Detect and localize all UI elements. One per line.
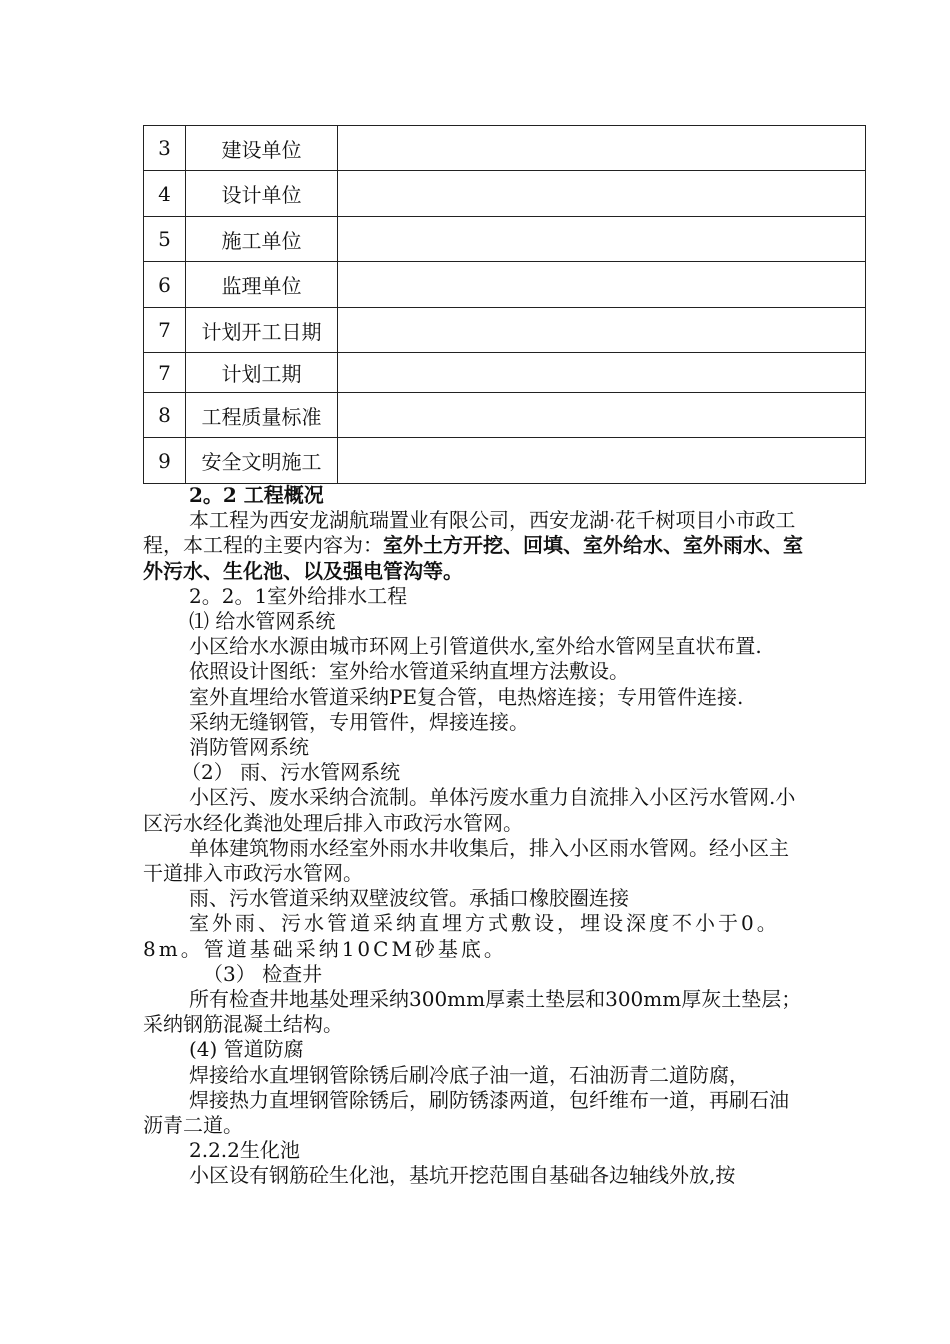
intro-text: 本工程为西安龙湖航瑞置业有限公司，西安龙湖·花千树项目小市政工程，本工程的主要内容为： [143,508,796,558]
document-content [143,483,807,1189]
row-label-cell: 设计单位 [186,171,338,217]
table-row [144,262,866,308]
subsection-heading-water: 2。2。1室外给排水工程 [189,583,408,608]
row-value-cell [338,438,866,484]
section-heading: 2。2 工程概况 [189,483,324,507]
table-row [144,393,866,438]
row-label-cell: 计划工期 [186,353,338,393]
fire-network-title: 消防管网系统 [189,735,309,760]
row-value-cell [338,171,866,217]
anticorrosion-title: (4) 管道防腐 [189,1037,304,1062]
table-row [144,126,866,171]
paragraph: 焊接热力直埋钢管除锈后，刷防锈漆两道，包纤维布一道，再刷石油沥青二道。 [143,1087,789,1138]
row-label-cell: 工程质量标准 [186,393,338,438]
row-value-cell [338,308,866,353]
row-number-cell: 7 [144,353,186,393]
table-row [144,217,866,262]
row-number-cell: 7 [144,308,186,353]
table-row [144,353,866,393]
paragraph: 所有检查井地基处理采纳300mm厚素土垫层和300mm厚灰土垫层；采纳钢筋混凝土结构。 [143,987,802,1037]
row-number-cell: 5 [144,217,186,262]
row-label-cell: 安全文明施工 [186,438,338,484]
row-value-cell [338,262,866,308]
row-value-cell [338,393,866,438]
row-value-cell [338,353,866,393]
intro-paragraph [143,508,807,584]
project-info-table [143,125,866,484]
row-value-cell [338,217,866,262]
project-info-table-body [144,126,866,484]
paragraph: 依照设计图纸：室外给水管道采纳直埋方法敷设。 [189,659,629,684]
paragraph: 雨、污水管道采纳双壁波纹管。承插口橡胶圈连接 [189,886,629,911]
subsection-heading-septic: 2.2.2生化池 [189,1138,300,1163]
table-row [144,171,866,217]
paragraph: 小区给水水源由城市环网上引管道供水,室外给水管网呈直状布置. [189,634,762,659]
paragraph: 焊接给水直埋钢管除锈后刷冷底子油一道，石油沥青二道防腐， [189,1062,749,1087]
paragraph: 小区污、废水采纳合流制。单体污废水重力自流排入小区污水管网.小区污水经化粪池处理后排入市政污水管网。 [143,785,796,835]
sewer-network-title: （2） 雨、污水管网系统 [181,760,401,785]
paragraph: 室外雨、污水管道采纳直埋方式敷设，埋设深度不小于0。8m。管道基础采纳10CM砂基底。 [143,911,780,961]
row-number-cell: 6 [144,262,186,308]
row-label-cell: 监理单位 [186,262,338,308]
row-number-cell: 4 [144,171,186,217]
row-number-cell: 3 [144,126,186,171]
row-label-cell: 计划开工日期 [186,308,338,353]
inspection-well-title: （3） 检查井 [203,961,323,986]
intro-scope-text: 室外土方开挖、回填、室外给水、室外雨水、室外污水、生化池、以及强电管沟等。 [143,533,803,583]
row-label-cell: 建设单位 [186,126,338,171]
paragraph: 采纳无缝钢管，专用管件，焊接连接。 [189,709,529,734]
row-number-cell: 8 [144,393,186,438]
paragraph: 室外直埋给水管道采纳PE复合管，电热熔连接；专用管件连接. [189,684,744,709]
paragraph: 单体建筑物雨水经室外雨水井收集后，排入小区雨水管网。经小区主干道排入市政污水管网。 [143,835,789,886]
water-supply-title: ⑴ 给水管网系统 [189,609,336,634]
paragraph: 小区设有钢筋砼生化池，基坑开挖范围自基础各边轴线外放,按 [189,1163,736,1188]
row-label-cell: 施工单位 [186,217,338,262]
row-value-cell [338,126,866,171]
table-row [144,308,866,353]
row-number-cell: 9 [144,438,186,484]
table-row [144,438,866,484]
